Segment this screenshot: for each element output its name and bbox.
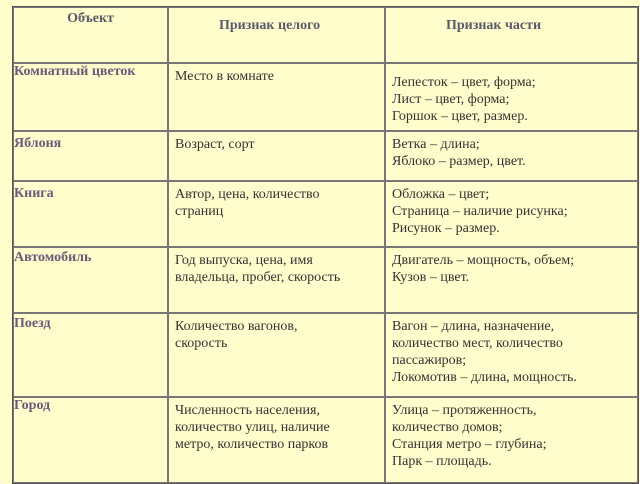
part-line: Лепесток – цвет, форма; [392, 75, 536, 90]
properties-table [12, 6, 639, 484]
object-name: Автомобиль [14, 250, 92, 265]
whole-line: Количество вагонов, [175, 319, 298, 334]
part-line: Локомотив – длина, мощность. [392, 370, 577, 385]
table-row [13, 63, 638, 131]
part-line: Станция метро – глубина; [392, 437, 547, 452]
table-row [13, 313, 638, 397]
whole-cell [168, 397, 385, 483]
whole-line: владельца, пробег, скорость [175, 270, 341, 285]
object-name: Поезд [14, 316, 51, 331]
part-line: Вагон – длина, назначение, [392, 319, 555, 334]
whole-cell [168, 63, 385, 131]
part-cell [385, 131, 638, 181]
part-line: количество мест, количество [392, 336, 563, 351]
whole-line: Автор, цена, количество [175, 187, 320, 202]
part-line: Яблоко – размер, цвет. [392, 154, 526, 169]
whole-line: Место в комнате [175, 69, 274, 84]
whole-line: количество улиц, наличие [175, 420, 330, 435]
whole-cell [168, 131, 385, 181]
object-name: Книга [14, 186, 54, 201]
part-cell [385, 313, 638, 397]
part-line: Кузов – цвет. [392, 270, 470, 285]
object-cell [13, 247, 168, 313]
part-line: Горшок – цвет, размер. [392, 109, 528, 124]
table-row [13, 131, 638, 181]
object-cell [13, 181, 168, 247]
part-cell [385, 397, 638, 483]
whole-line: метро, количество парков [175, 437, 329, 452]
part-line: Рисунок – размер. [392, 221, 500, 236]
part-cell [385, 63, 638, 131]
part-line: пассажиров; [392, 353, 467, 368]
part-cell [385, 247, 638, 313]
whole-line: Возраст, сорт [175, 137, 255, 152]
part-line: Парк – площадь. [392, 454, 492, 469]
part-line: Обложка – цвет; [392, 187, 490, 202]
object-name: Город [14, 398, 51, 413]
object-cell [13, 63, 168, 131]
whole-line: Год выпуска, цена, имя [175, 253, 313, 268]
part-line: количество домов; [392, 420, 503, 435]
object-cell [13, 131, 168, 181]
part-line: Лист – цвет, форма; [392, 92, 510, 107]
part-line: Двигатель – мощность, объем; [392, 253, 575, 268]
table-container [12, 6, 637, 484]
header-row [13, 7, 638, 63]
whole-cell [168, 181, 385, 247]
part-line: Страница – наличие рисунка; [392, 204, 568, 219]
table-row [13, 247, 638, 313]
whole-line: страниц [175, 204, 224, 219]
part-line: Улица – протяженность, [392, 403, 537, 418]
table-row [13, 397, 638, 483]
object-cell [13, 313, 168, 397]
part-line: Ветка – длина; [392, 137, 480, 152]
object-name: Комнатный цветок [14, 64, 136, 79]
table-row [13, 181, 638, 247]
header-object: Объект [13, 7, 168, 63]
whole-cell [168, 313, 385, 397]
object-cell [13, 397, 168, 483]
whole-line: скорость [175, 336, 228, 351]
header-part: Признак части [385, 7, 638, 63]
object-name: Яблоня [14, 136, 62, 151]
part-cell [385, 181, 638, 247]
header-whole: Признак целого [168, 7, 385, 63]
whole-line: Численность населения, [175, 403, 320, 418]
whole-cell [168, 247, 385, 313]
